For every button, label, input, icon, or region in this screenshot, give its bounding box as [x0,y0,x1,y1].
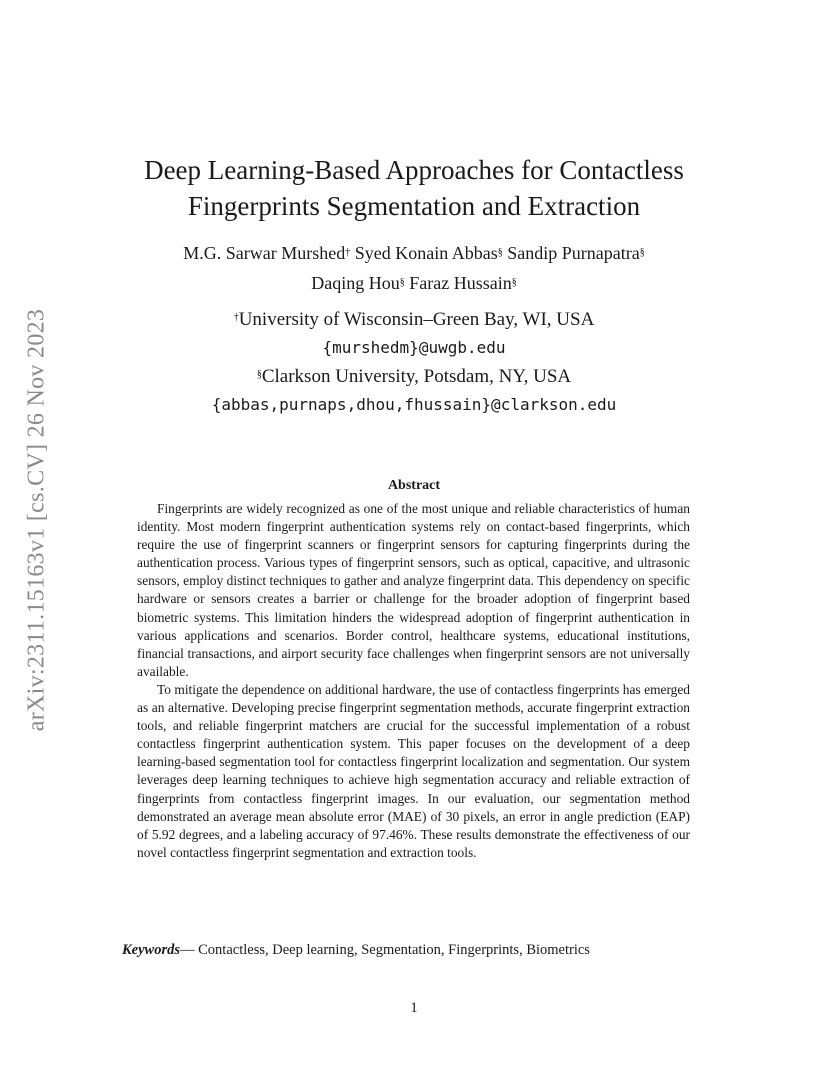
author-name: Sandip Purnapatra [507,243,640,263]
affiliation-name: †University of Wisconsin–Green Bay, WI, USA [233,309,595,330]
author-line-1 [0,240,828,270]
author-affiliation-mark: § [511,277,517,288]
author-name: Syed Konain Abbas [354,243,498,263]
paper-title [0,152,828,224]
affiliation-mark: † [233,312,239,323]
paper-title-line-2: Fingerprints Segmentation and Extraction [187,191,641,221]
abstract-heading: Abstract [387,478,441,493]
abstract-paragraph: Fingerprints are widely recognized as one of the most unique and reliable characteristics of human identity. Most modern fingerprint authentication systems rely on contact-based fingerprints, which require the use of fingerprint scanners or fingerprint sensors for capturing fingerprints during the authentication process. Various types of fingerprint sensors, such as optical, capacitive, and ultrasonic sensors, employ distinct techniques to gather and analyze fingerprint data. This dependency on specific hardware or sensors creates a barrier or challenge for the broader adoption of fingerprint based biometric systems. This limitation hinders the widespread adoption of fingerprint authentication in various applications and scenarios. Border control, healthcare systems, educational institutions, financial transactions, and airport security face challenges when fingerprint sensors are not universally available. [137,501,690,679]
paper-title-line-1: Deep Learning-Based Approaches for Contactless [144,155,684,185]
abstract-body [137,500,690,862]
keywords-label: Keywords [122,942,180,958]
author-affiliation-mark: § [399,277,405,288]
arxiv-identifier-stamp: arXiv:2311.15163v1 [cs.CV] 26 Nov 2023 [23,308,50,732]
author-name: Daqing Hou [311,273,400,293]
page-number: 1 [410,1000,418,1016]
author-name: M.G. Sarwar Murshed [183,243,346,263]
keywords-line [122,942,722,959]
author-affiliation-mark: § [497,247,503,258]
author-list [0,240,828,300]
author-name: Faraz Hussain [409,273,512,293]
keywords-text: Contactless, Deep learning, Segmentation, Fingerprints, Biometrics [198,942,590,958]
author-affiliation-mark: † [345,247,351,258]
affiliation-mark: § [256,369,262,380]
author-line-2 [0,270,828,300]
affiliation-block-1 [0,307,828,360]
abstract-paragraph: To mitigate the dependence on additional hardware, the use of contactless fingerprints has emerged as an alternative. Developing precise fingerprint segmentation methods, accurate fingerprint extraction tools, and reliable fingerprint matchers are crucial for the successful implementation of a robust contactless fingerprint authentication system. This paper focuses on the development of a deep learning-based segmentation tool for contactless fingerprint localization and segmentation. Our system leverages deep learning techniques to achieve high segmentation accuracy and reliable extraction of fingerprints from contactless fingerprint images. In our evaluation, our segmentation method demonstrated an average mean absolute error (MAE) of 30 pixels, an error in angle prediction (EAP) of 5.92 degrees, and a labeling accuracy of 97.46%. These results demonstrate the effectiveness of our novel contactless fingerprint segmentation and extraction tools. [137,681,690,860]
affiliation-name: §Clarkson University, Potsdam, NY, USA [256,366,572,387]
affiliation-email: {murshedm}@uwgb.edu [322,338,506,357]
affiliation-block-2 [0,364,828,417]
author-affiliation-mark: § [639,247,645,258]
keywords-separator: — [180,942,199,958]
affiliation-email: {abbas,purnaps,dhou,fhussain}@clarkson.edu [211,395,617,414]
